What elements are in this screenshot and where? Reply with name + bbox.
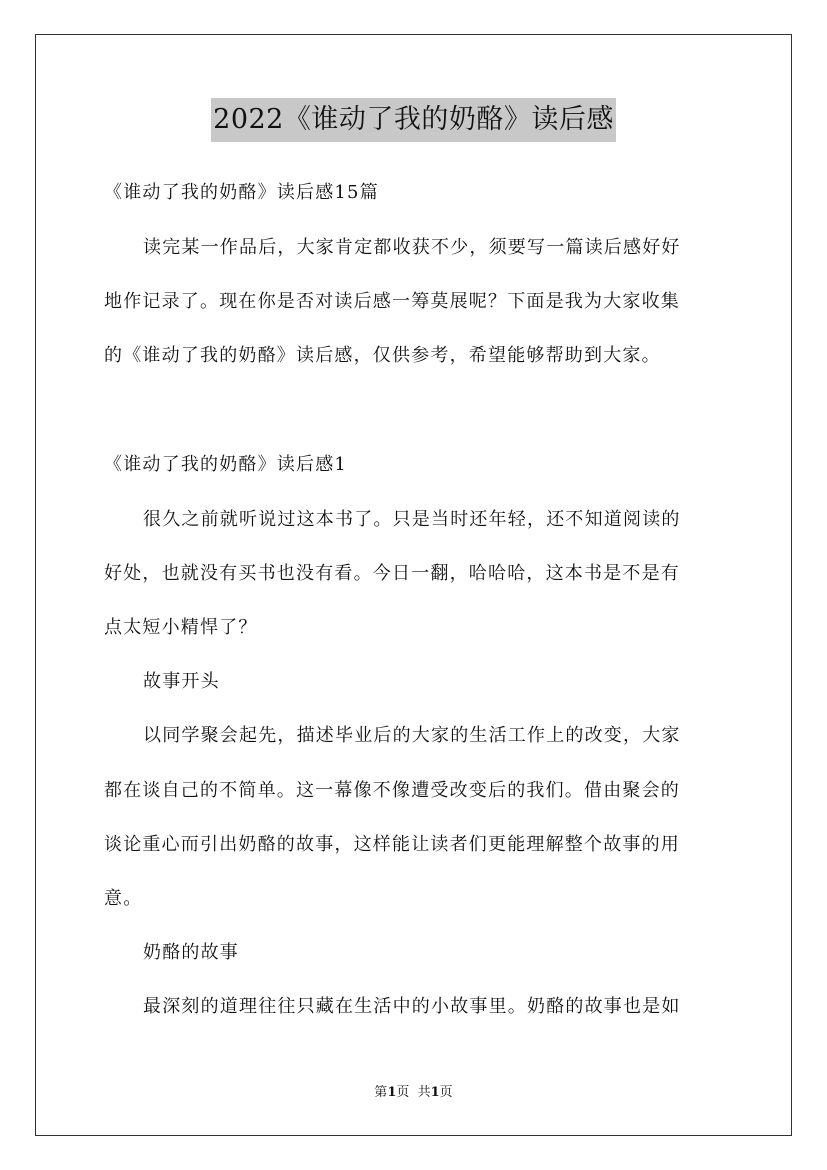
paragraph-1-line-1: 很久之前就听说过这本书了。只是当时还年轻，还不知道阅读的 (143, 509, 681, 530)
footer-page-current: 1 (387, 1085, 397, 1100)
intro-line-2: 地作记录了。现在你是否对读后感一筹莫展呢？下面是我为大家收集 (104, 291, 680, 312)
subtitle: 《谁动了我的奶酪》读后感15篇 (104, 182, 379, 203)
intro-line-3: 的《谁动了我的奶酪》读后感，仅供参考，希望能够帮助到大家。 (104, 345, 661, 366)
paragraph-2-line-4: 意。 (104, 888, 143, 909)
paragraph-3-line-1: 最深刻的道理往往只藏在生活中的小故事里。奶酪的故事也是如 (143, 996, 681, 1017)
paragraph-1-line-3: 点太短小精悍了？ (104, 617, 258, 638)
paragraph-2-line-2: 都在谈自己的不简单。这一幕像不像遭受改变后的我们。借由聚会的 (104, 780, 680, 801)
footer-mid: 页 共 (396, 1085, 431, 1100)
subheading-cheese-story: 奶酪的故事 (143, 942, 239, 963)
document-title: 2022《谁动了我的奶酪》读后感 (211, 98, 616, 142)
subheading-story-beginning: 故事开头 (143, 671, 220, 692)
title-container (0, 98, 827, 142)
page-footer (0, 1085, 827, 1101)
paragraph-2-line-3: 谈论重心而引出奶酪的故事，这样能让读者们更能理解整个故事的用 (104, 834, 680, 855)
section-heading: 《谁动了我的奶酪》读后感1 (104, 454, 348, 475)
intro-line-1: 读完某一作品后，大家肯定都收获不少，须要写一篇读后感好好 (143, 237, 681, 258)
footer-prefix: 第 (374, 1085, 388, 1100)
footer-suffix: 页 (439, 1085, 453, 1100)
paragraph-1-line-2: 好处，也就没有买书也没有看。今日一翻，哈哈哈，这本书是不是有 (104, 563, 680, 584)
footer-page-total: 1 (430, 1085, 440, 1100)
paragraph-2-line-1: 以同学聚会起先，描述毕业后的大家的生活工作上的改变，大家 (143, 725, 681, 746)
